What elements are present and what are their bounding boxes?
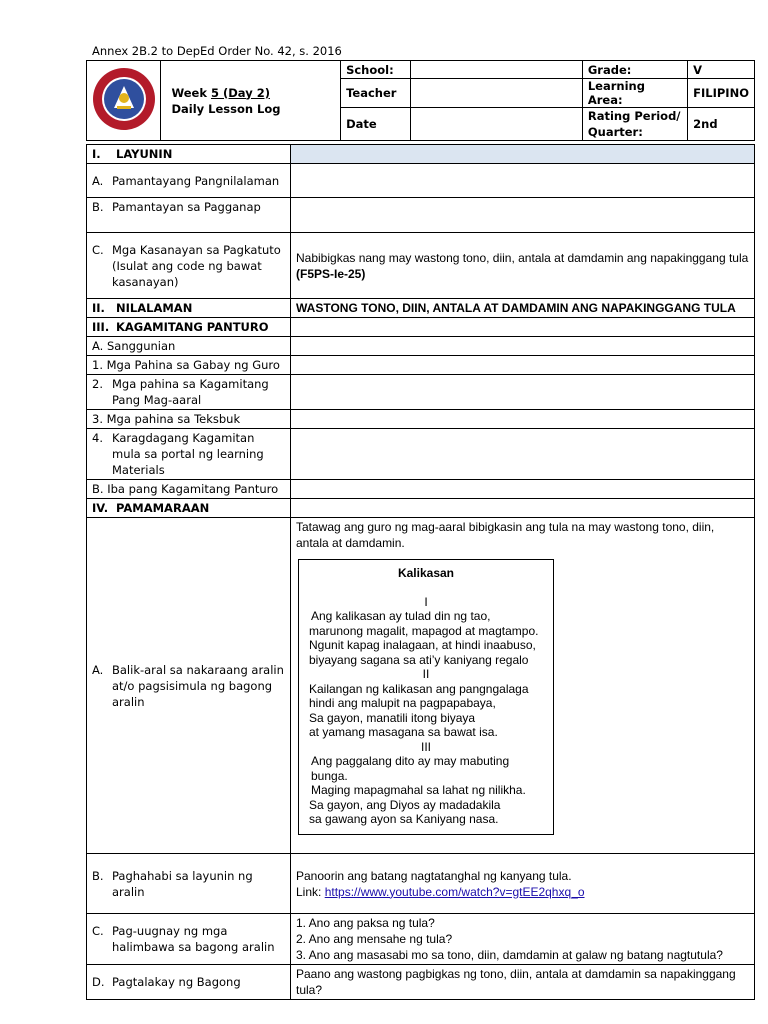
header-table xyxy=(86,60,755,141)
poem-line: marunong magalit, mapagod at magtampo. xyxy=(309,623,539,638)
pamantayan-pagganap-value xyxy=(291,198,755,233)
kagamitang-mag-aaral-value xyxy=(291,375,755,410)
pag-uugnay-value xyxy=(291,914,755,965)
poem-box xyxy=(298,559,554,835)
stanza-number: I xyxy=(424,594,428,609)
log-title: Daily Lesson Log xyxy=(171,101,281,116)
kasanayan-label: C. Mga Kasanayan sa Pagkatuto (Isulat ang code ng bawat kasanayan) xyxy=(87,233,291,299)
question-1: 1. Ano ang paksa ng tula? xyxy=(296,916,435,930)
pag-uugnay-label: C. Pag-uugnay ng mga halimbawa sa bagong aralin xyxy=(87,914,291,965)
date-label: Date xyxy=(341,108,411,141)
poem-line: biyayang sagana sa ati’y kaniyang regalo xyxy=(309,652,529,667)
annex-reference: Annex 2B.2 to DepEd Order No. 42, s. 2016 xyxy=(92,44,342,58)
section-nilalaman: II. NILALAMAN xyxy=(87,299,291,318)
rating-period-value: 2nd xyxy=(688,108,755,141)
kagamitang-mag-aaral-label: 2. Mga pahina sa Kagamitang Pang Mag-aaral xyxy=(87,375,291,410)
rating-period-label: Rating Period/ Quarter: xyxy=(582,108,687,141)
paghahabi-value: Panoorin ang batang nagtatanghal ng kanyang tula. Link: https://www.youtube.com/watch?v=gtEE2qhxq_o xyxy=(291,854,755,914)
teksbuk-label: 3. Mga pahina sa Teksbuk xyxy=(87,410,291,429)
iba-pang-kagamitan-value xyxy=(291,480,755,499)
poem-line: Ang paggalang dito ay may mabuting bunga. xyxy=(311,754,510,783)
balik-aral-label: A. Balik-aral sa nakaraang aralin at/o pagsisimula ng bagong aralin xyxy=(87,518,291,854)
school-label: School: xyxy=(341,61,411,79)
layunin-value xyxy=(291,145,755,164)
teacher-field[interactable] xyxy=(410,79,582,108)
kagamitang-panturo-value xyxy=(291,318,755,337)
stanza-number: III xyxy=(420,739,431,754)
date-field[interactable] xyxy=(410,108,582,141)
section-pamamaraan: IV. PAMAMARAAN xyxy=(87,499,291,518)
pagtalakay-label: D. Pagtalakay ng Bagong xyxy=(87,965,291,1000)
seal-cell xyxy=(87,61,161,141)
sanggunian-value xyxy=(291,337,755,356)
pamamaraan-value xyxy=(291,499,755,518)
paghahabi-label: B. Paghahabi sa layunin ng aralin xyxy=(87,854,291,914)
poem-line: hindi ang malupit na pagpapabaya, xyxy=(309,696,496,710)
learning-portal-label: 4. Karagdagang Kagamitan mula sa portal ng learning Materials xyxy=(87,429,291,480)
poem-line: Maging mapagmahal sa lahat ng nilikha. xyxy=(311,783,526,797)
poem-title: Kalikasan xyxy=(397,566,455,580)
gabay-guro-value xyxy=(291,356,755,375)
section-kagamitang-panturo: III. KAGAMITANG PANTURO xyxy=(87,318,291,337)
nilalaman-value: WASTONG TONO, DIIN, ANTALA AT DAMDAMIN ANG NAPAKINGGANG TULA xyxy=(291,299,755,318)
balik-aral-intro: Tatawag ang guro ng mag-aaral bibigkasin ang tula na may wastong tono, diin, antala at damdamin. xyxy=(296,520,715,550)
kasanayan-value: Nabibigkas nang may wastong tono, diin, antala at damdamin ang napakinggang tula (F5PS-Ie-25) xyxy=(291,233,755,299)
teacher-label: Teacher xyxy=(341,79,411,108)
poem-line: Sa gayon, ang Diyos ay madadakila xyxy=(309,797,501,812)
poem-line: at yamang masagana sa bawat isa. xyxy=(309,725,498,739)
pagtalakay-value: Paano ang wastong pagbigkas ng tono, diin, antala at damdamin sa napakinggang tula? xyxy=(291,965,755,1000)
iba-pang-kagamitan-label: B. Iba pang Kagamitang Panturo xyxy=(87,480,291,499)
week-value: 5 (Day 2) xyxy=(210,85,270,100)
poem-line: Kailangan ng kalikasan ang pangngalaga xyxy=(309,681,529,696)
pamantayang-pangnilalaman-value xyxy=(291,164,755,198)
deped-division-seal-icon xyxy=(89,66,159,132)
grade-value: V xyxy=(688,61,755,79)
week-prefix: Week xyxy=(171,85,211,100)
balik-aral-value xyxy=(291,518,755,854)
school-field[interactable] xyxy=(410,61,582,79)
poem-line: Ang kalikasan ay tulad din ng tao, xyxy=(311,609,491,623)
teksbuk-value xyxy=(291,410,755,429)
gabay-guro-label: 1. Mga Pahina sa Gabay ng Guro xyxy=(87,356,291,375)
poem-line: Ngunit kapag inalagaan, at hindi inaabuso, xyxy=(309,638,536,652)
poem-line: Sa gayon, manatili itong biyaya xyxy=(309,710,476,725)
grade-label: Grade: xyxy=(582,61,687,79)
learning-area-value: FILIPINO xyxy=(688,79,755,108)
question-3: 3. Ano ang masasabi mo sa tono, diin, damdamin at galaw ng batang nagtutula? xyxy=(296,948,723,962)
lesson-log-table xyxy=(86,144,755,1000)
stanza-number: II xyxy=(422,667,430,681)
section-layunin: I. LAYUNIN xyxy=(87,145,291,164)
video-link[interactable]: https://www.youtube.com/watch?v=gtEE2qhxq_o xyxy=(324,884,585,899)
learning-area-label: Learning Area: xyxy=(582,79,687,108)
pamantayang-pangnilalaman-label: A. Pamantayang Pangnilalaman xyxy=(87,164,291,198)
log-title-cell xyxy=(161,61,341,141)
pamantayan-pagganap-label: B. Pamantayan sa Pagganap xyxy=(87,198,291,233)
sanggunian-label: A. Sanggunian xyxy=(87,337,291,356)
poem-line: sa gawang ayon sa Kaniyang nasa. xyxy=(309,812,499,826)
question-2: 2. Ano ang mensahe ng tula? xyxy=(296,932,453,946)
learning-portal-value xyxy=(291,429,755,480)
